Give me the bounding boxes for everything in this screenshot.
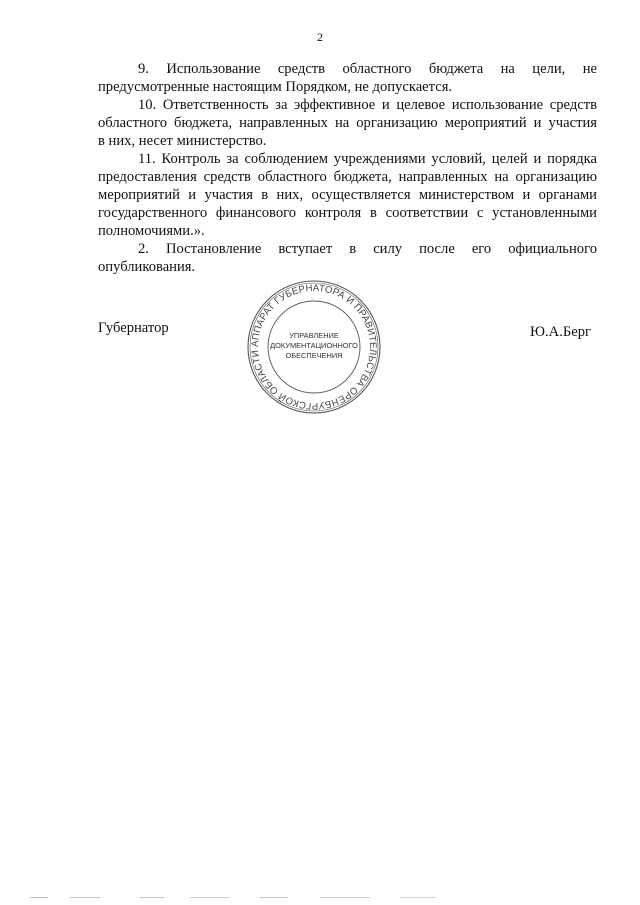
paragraph-line: в них, несет министерство. bbox=[98, 133, 267, 149]
paragraph-item-11 bbox=[98, 150, 597, 240]
paragraph-line: предоставления средств областного бюджета, направленных на организацию bbox=[98, 169, 597, 185]
paragraph-line: полномочиями.». bbox=[98, 223, 205, 239]
paragraph-line: опубликования. bbox=[98, 259, 196, 275]
paragraph-line: государственного финансового контроля в соответствии с установленными bbox=[98, 205, 597, 221]
paragraph-line: 11. Контроль за соблюдением учреждениями условий, целей и порядка bbox=[138, 151, 597, 167]
page-number: 2 bbox=[317, 30, 323, 44]
paragraph-item-10 bbox=[98, 96, 597, 150]
seal-ring-text: АППАРАТ ГУБЕРНАТОРА И ПРАВИТЕЛЬСТВА ОРЕНБУРГСКОЙ ОБЛАСТИ bbox=[249, 282, 379, 412]
paragraph-line: мероприятий и участия в них, осуществляется министерством и органами bbox=[98, 187, 597, 203]
scan-footer-artifact bbox=[30, 896, 470, 899]
seal-center-line-2: ДОКУМЕНТАЦИОННОГО bbox=[270, 341, 358, 350]
official-seal bbox=[241, 280, 387, 414]
seal-center-line-1: УПРАВЛЕНИЕ bbox=[289, 331, 339, 340]
paragraph-line: 2. Постановление вступает в силу после его официального bbox=[138, 241, 597, 257]
seal-center-line-3: ОБЕСПЕЧЕНИЯ bbox=[285, 351, 343, 360]
paragraph-line: предусмотренные настоящим Порядком, не допускается. bbox=[98, 79, 453, 95]
paragraph-clause-2 bbox=[98, 240, 597, 276]
paragraph-line: 9. Использование средств областного бюджета на цели, не bbox=[138, 61, 597, 77]
paragraph-item-9 bbox=[98, 60, 597, 96]
signatory-position: Губернатор bbox=[98, 320, 169, 336]
paragraph-line: областного бюджета, направленных на организацию мероприятий и участия bbox=[98, 115, 597, 131]
document-body bbox=[98, 60, 597, 276]
signatory-name: Ю.А.Берг bbox=[530, 324, 591, 340]
paragraph-line: 10. Ответственность за эффективное и целевое использование средств bbox=[138, 97, 597, 113]
